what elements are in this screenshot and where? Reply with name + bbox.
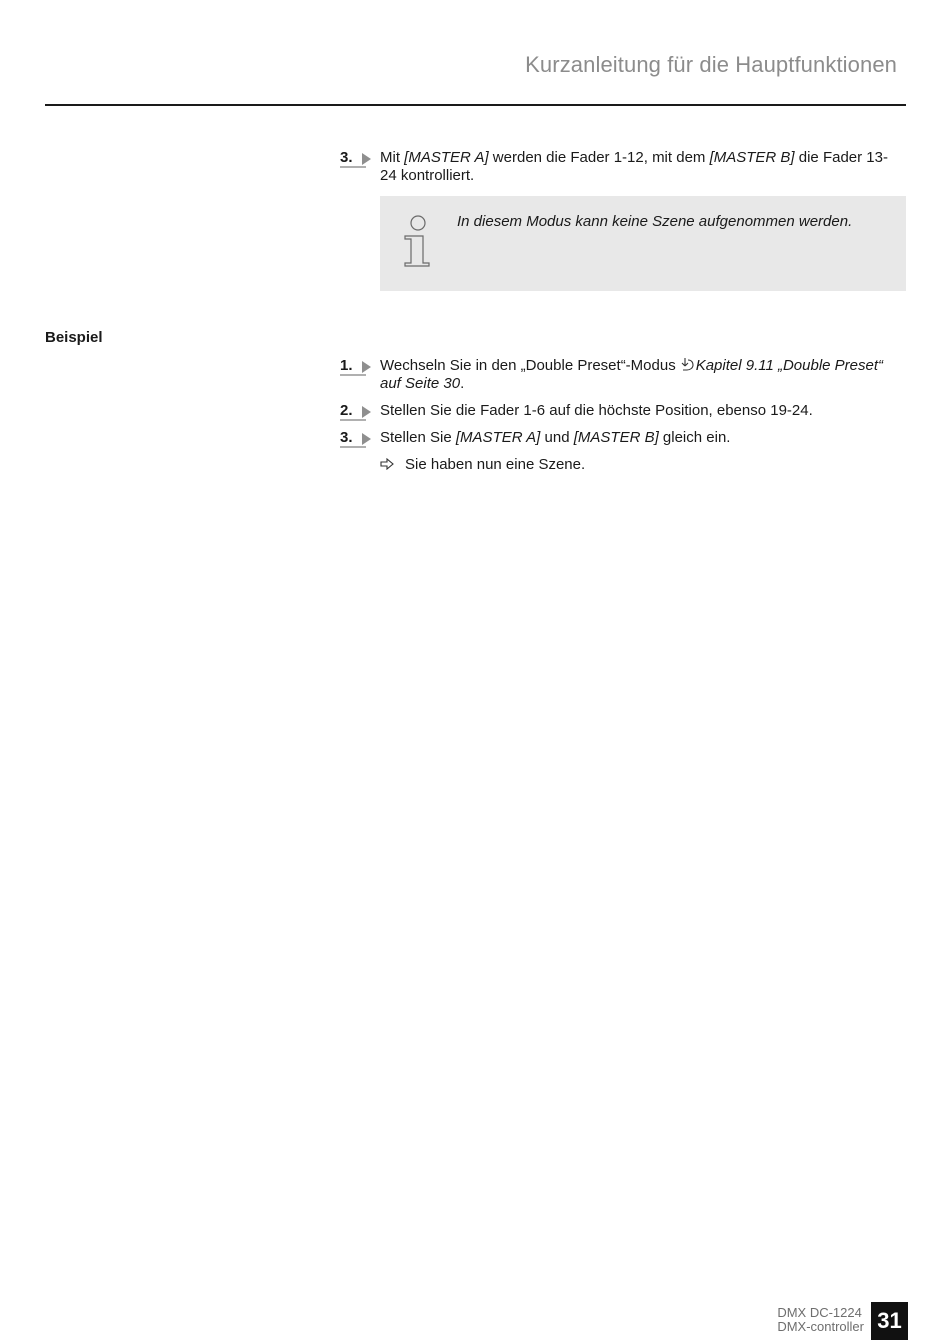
text-run: [MASTER B]	[573, 429, 659, 446]
instruction-step	[340, 149, 900, 185]
text-run: die Fader 13-24 kontrolliert.	[380, 149, 888, 184]
footer-model: DMX DC-1224	[777, 1305, 862, 1320]
instruction-step	[340, 402, 900, 420]
cross-reference-icon	[681, 357, 694, 372]
text-run: Stellen Sie die Fader 1-6 auf die höchste Position, ebenso 19-24.	[380, 402, 813, 419]
result-text: Sie haben nun eine Szene.	[405, 456, 586, 473]
step-arrow-icon	[362, 361, 371, 373]
text-run: [MASTER A]	[455, 429, 541, 446]
instruction-step	[340, 429, 900, 447]
text-run: gleich ein.	[658, 429, 731, 446]
result-arrow-icon	[380, 458, 394, 470]
text-run: Mit	[380, 149, 405, 166]
text-run: [MASTER B]	[709, 149, 795, 166]
step-underline	[340, 374, 366, 376]
page-header-title: Kurzanleitung für die Hauptfunktionen	[525, 52, 897, 77]
step-arrow-icon	[362, 433, 371, 445]
step-text	[380, 357, 900, 393]
footer-product: DMX-controller	[777, 1319, 864, 1334]
text-run: [MASTER A]	[404, 149, 489, 166]
step-number: 3.	[340, 429, 353, 446]
text-run: Stellen Sie	[380, 429, 456, 446]
step-result	[380, 456, 585, 474]
header-divider	[45, 104, 906, 106]
step-arrow-icon	[362, 153, 371, 165]
step-text	[380, 429, 900, 447]
instruction-step	[340, 357, 900, 393]
text-run: Wechseln Sie in den „Double Preset“-Modus	[380, 357, 676, 374]
step-underline	[340, 419, 366, 421]
section-heading: Beispiel	[45, 329, 103, 346]
step-underline	[340, 446, 366, 448]
text-run: werden die Fader 1-12, mit dem	[488, 149, 710, 166]
step-number: 2.	[340, 402, 353, 419]
cross-reference-link[interactable]: Kapitel 9.11 „Double Preset“ auf Seite 30	[380, 357, 884, 392]
step-number: 3.	[340, 149, 353, 166]
step-number: 1.	[340, 357, 353, 374]
step-text	[380, 149, 900, 185]
info-note	[380, 196, 906, 291]
footer-product-info	[777, 1306, 864, 1334]
step-underline	[340, 166, 366, 168]
text-run: .	[460, 375, 465, 392]
step-arrow-icon	[362, 406, 371, 418]
page-number: 31	[871, 1302, 908, 1340]
info-icon	[402, 214, 434, 268]
text-run: und	[540, 429, 574, 446]
note-text: In diesem Modus kann keine Szene aufgenommen werden.	[457, 213, 853, 230]
step-text	[380, 402, 900, 420]
